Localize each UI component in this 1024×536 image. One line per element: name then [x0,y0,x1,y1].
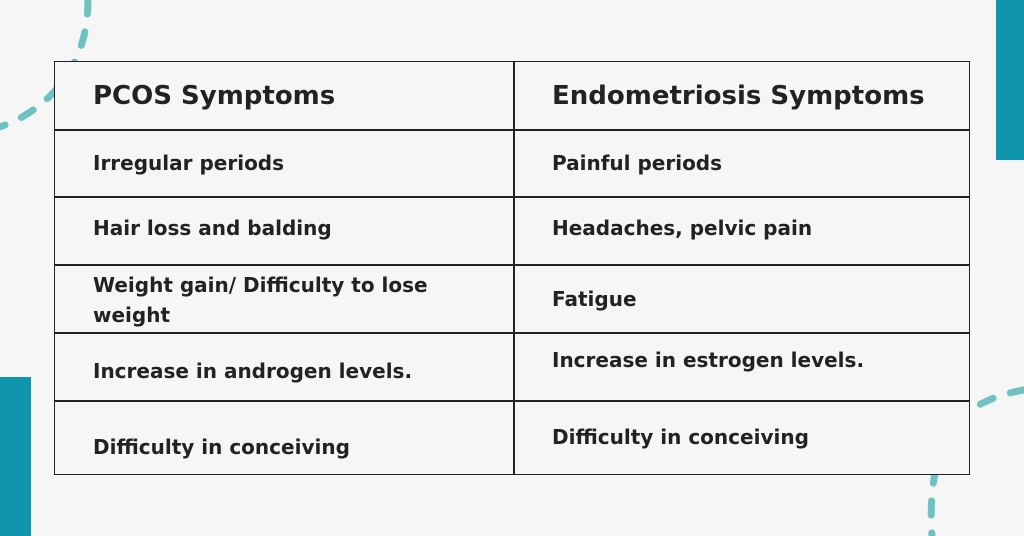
pcos-symptom-cell: Increase in androgen levels. [93,359,413,383]
pcos-symptom-cell: Weight gain/ Difficulty to lose weight [93,273,428,327]
pcos-symptom-cell: Irregular periods [93,151,285,175]
endometriosis-symptom-cell: Painful periods [552,151,723,175]
row-divider [55,400,969,402]
endometriosis-symptom-cell: Fatigue [552,286,637,311]
endometriosis-symptom-cell: Headaches, pelvic pain [552,215,813,240]
symptoms-comparison-table [54,61,970,475]
endometriosis-symptom-cell: Increase in estrogen levels. [552,348,865,372]
endometriosis-symptom-cell: Difficulty in conceiving [552,425,809,449]
accent-bar-right [996,0,1024,160]
header-pcos-symptoms: PCOS Symptoms [93,80,336,111]
header-endometriosis-symptoms: Endometriosis Symptoms [552,80,925,111]
column-divider [513,62,515,474]
accent-bar-left [0,377,31,536]
row-divider [55,332,969,334]
pcos-symptom-cell: Difficulty in conceiving [93,435,350,459]
pcos-symptom-cell: Hair loss and balding [93,215,332,240]
